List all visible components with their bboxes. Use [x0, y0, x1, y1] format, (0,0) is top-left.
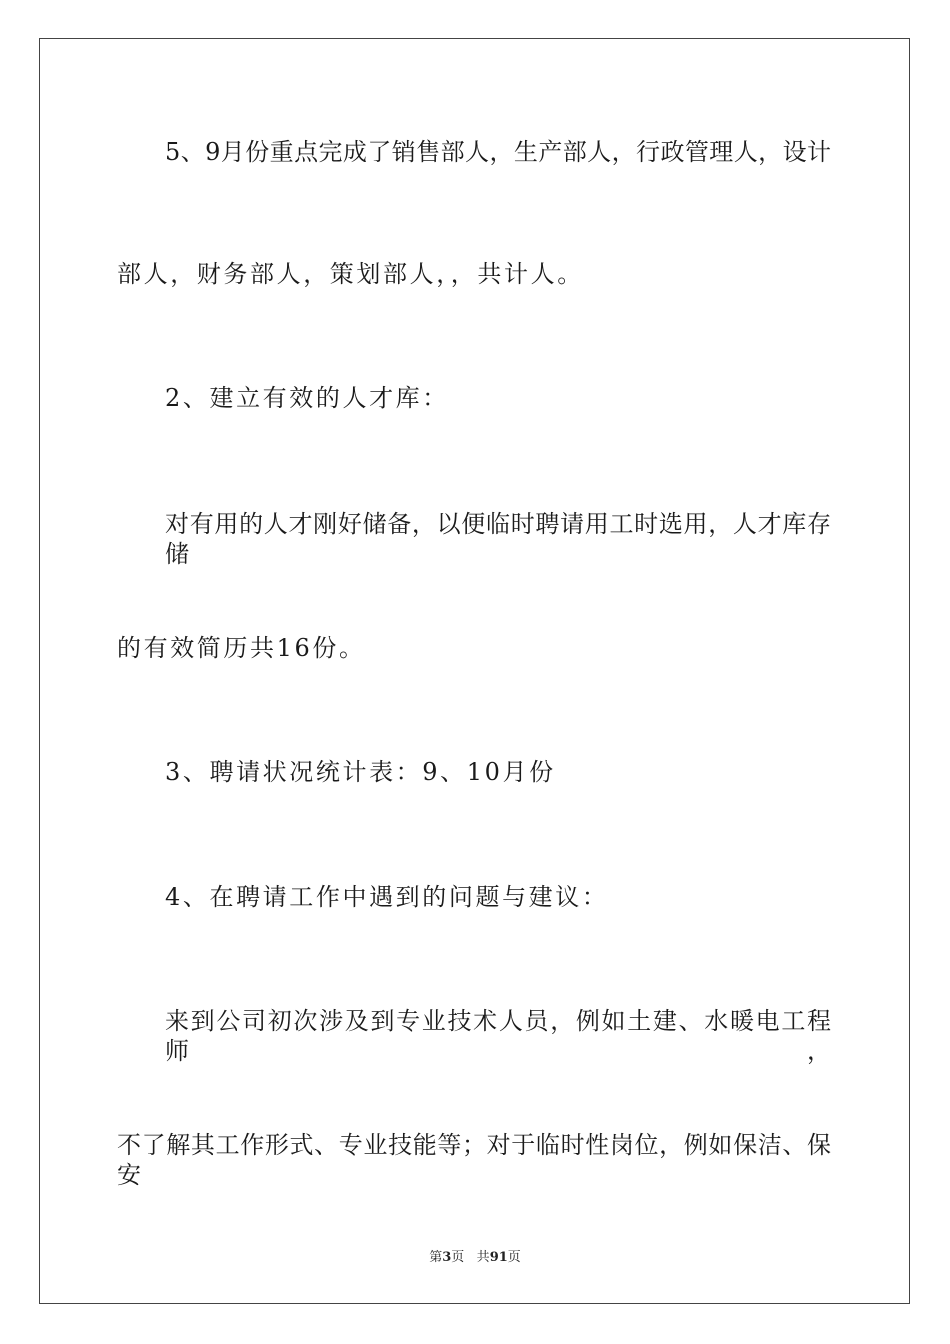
page-number: 3 — [442, 1250, 452, 1265]
total-suffix: 页 — [507, 1250, 521, 1265]
total-prefix: 共 — [476, 1250, 490, 1265]
paragraph-line-8: 来到公司初次涉及到专业技术人员，例如土建、水暖电工程师， — [165, 1007, 831, 1065]
page-prefix: 第 — [429, 1250, 443, 1265]
total-pages: 91 — [489, 1250, 508, 1265]
paragraph-line-9: 不了解其工作形式、专业技能等；对于临时性岗位，例如保洁、保安 — [117, 1131, 831, 1189]
paragraph-line-7: 4、在聘请工作中遇到的问题与建议： — [165, 883, 609, 911]
paragraph-line-4: 对有用的人才刚好储备，以便临时聘请用工时选用，人才库存储 — [165, 510, 831, 568]
page-border — [39, 38, 910, 1304]
paragraph-line-2: 部人，财务部人，策划部人，，共计人。 — [117, 260, 584, 288]
paragraph-line-5: 的有效简历共16份。 — [117, 634, 366, 662]
paragraph-line-6: 3、聘请状况统计表：9、10月份 — [165, 758, 556, 786]
page-footer — [0, 1250, 950, 1266]
paragraph-line-1: 5、9月份重点完成了销售部人，生产部人，行政管理人，设计 — [165, 138, 831, 166]
page-suffix: 页 — [451, 1250, 465, 1265]
paragraph-line-3: 2、建立有效的人才库： — [165, 384, 449, 412]
